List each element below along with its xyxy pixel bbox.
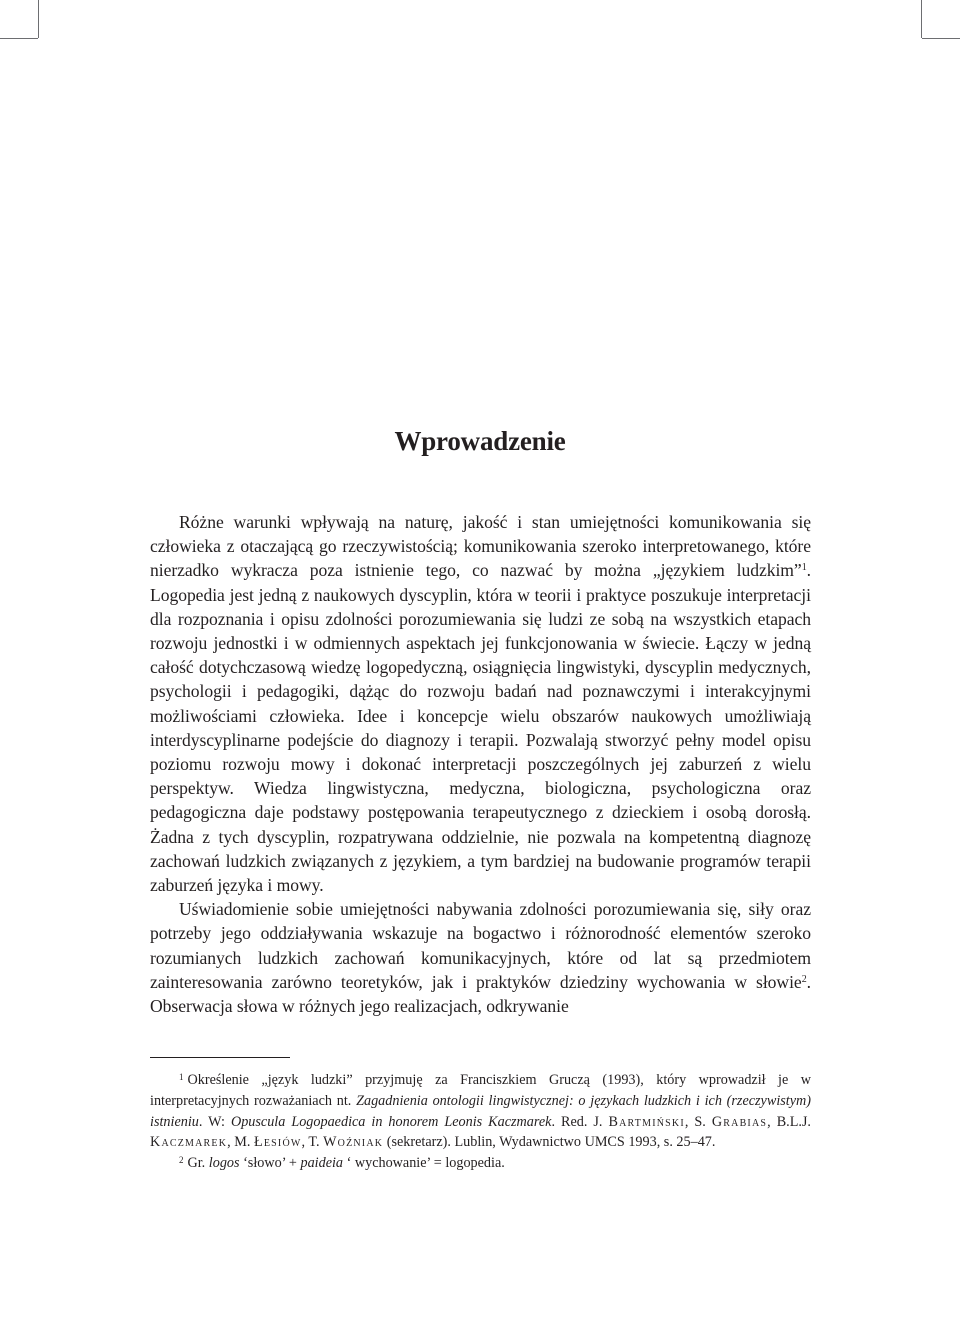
- footnote-1: $^1$ Określenie „język ludzki” przyjmuję za Franciszkiem Gruczą (1993), który wprowadził je w interpretacyjnych rozważaniach nt. Zagadnienia ontologii lingwistycznej: o językach ludzkich i ich (rzeczywistym) istnieniu. W: Opuscula Logopaedica in honorem Leonis Kaczmarek. Red. J. Bartmiński, S. Grabias, B.L.J. Kaczmarek, M. Łesiów, T. Woźniak (sekretarz). Lublin, Wydawnictwo UMCS 1993, s. 25–47.: [150, 1072, 811, 1151]
- crop-mark-top-right-vertical: [921, 0, 922, 38]
- footnote-ref-1[interactable]: 1: [801, 562, 807, 574]
- footnotes: [150, 1070, 811, 1174]
- chapter-title: Wprowadzenie: [394, 426, 566, 457]
- footnote-2: $^2$ Gr. logos ‘słowo’ + paideia ‘ wychowanie’ = logopedia.: [179, 1155, 505, 1172]
- paragraph-2: Uświadomienie sobie umiejętności nabywania zdolności porozumiewania się, siły oraz potrzeby jego oddziaływania wskazuje na bogactwo i różnorodność elementów szeroko rozumianych ludzkich zachowań komunikacyjnych, które od lat są przedmiotem zainteresowania zarówno teoretyków, jak i praktyków dziedziny wychowania w słowie$^2$. Obserwacja słowa w różnych jego realizacjach, odkrywanie: [150, 899, 811, 1017]
- main-text: [150, 510, 811, 1018]
- crop-mark-top-left-vertical: [38, 0, 39, 38]
- footnote-ref-2[interactable]: 2: [801, 973, 807, 985]
- crop-mark-top-right-horizontal: [922, 38, 960, 39]
- crop-mark-top-left-horizontal: [0, 38, 38, 39]
- footnote-divider: [150, 1057, 290, 1058]
- paragraph-1: Różne warunki wpływają na naturę, jakość i stan umiejętności komunikowania się człowieka z otaczającą go rzeczywistością; komunikowania szeroko interpretowanego, które nierzadko wykracza poza istnienie tego, co nazwać by można „językiem ludzkim”$^1$. Logopedia jest jedną z naukowych dyscyplin, która w teorii i praktyce poszukuje interpretacji dla rozpoznania i opisu zdolności porozumiewania się ludzi ze sobą na wszystkich etapach rozwoju jednostki i w odmiennych aspektach jej funkcjonowania w świecie. Łączy w jedną całość dotychczasową wiedzę logopedyczną, osiągnięcia lingwistyki, dyscyplin medycznych, psychologii i pedagogiki, dążąc do rozwoju badań nad poznawczymi i interakcyjnymi możliwościami człowieka. Idee i koncepcje wielu obszarów naukowych umożliwiają interdyscyplinarne podejście do diagnozy i terapii. Pozwalają stworzyć pełny model opisu poziomu rozwoju mowy i dokonać interpretacji poszczególnych jej zaburzeń z wielu perspektyw. Wiedza lingwistyczna, medyczna, biologiczna, psychologiczna oraz pedagogiczna daje podstawy postępowania terapeutycznego z dzieckiem i osobą dorosłą. Żadna z tych dyscyplin, rozpatrywana oddzielnie, nie pozwala na kompetentną diagnozę zachowań ludzkich związanych z językiem, a tym bardziej na budowanie programów terapii zaburzeń języka i mowy.: [150, 512, 811, 896]
